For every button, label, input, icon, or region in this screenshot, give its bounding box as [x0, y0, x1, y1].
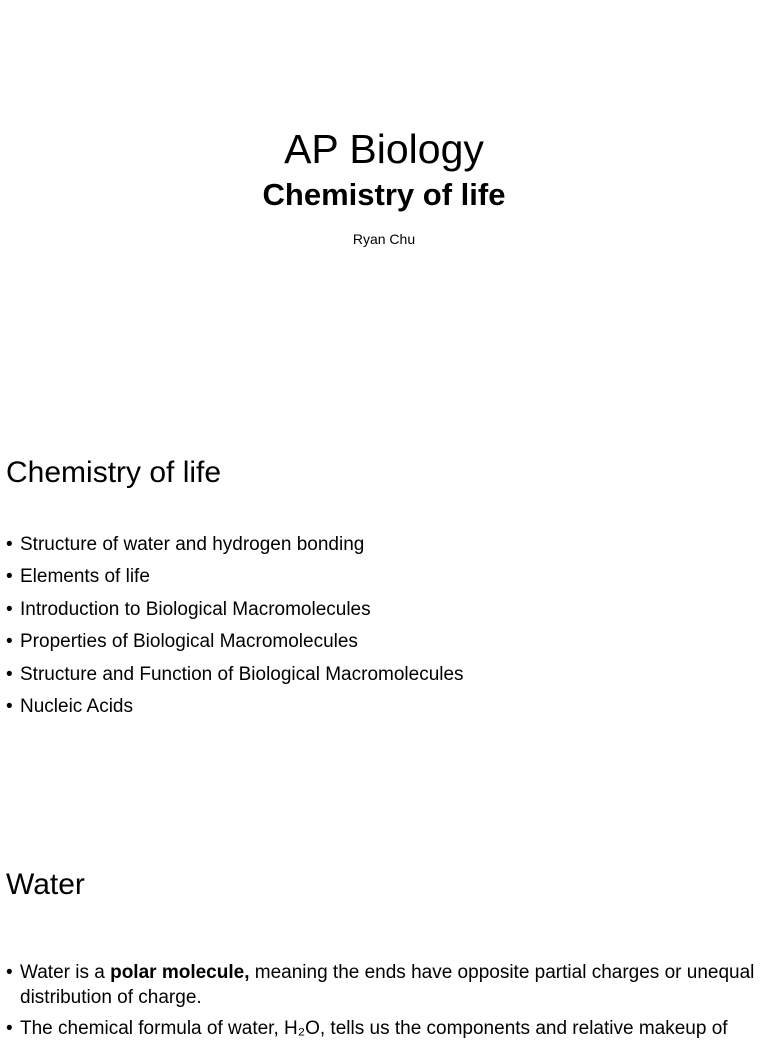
page-title: AP Biology [284, 126, 484, 172]
list-item: • The chemical formula of water, H₂O, tells us the components and relative makeup of [6, 1016, 758, 1041]
list-item: • Introduction to Biological Macromolecules [6, 594, 758, 626]
outline-slide [0, 420, 768, 840]
water-heading: Water [6, 868, 85, 901]
title-slide [0, 0, 768, 420]
page-subtitle: Chemistry of life [262, 177, 506, 212]
water-slide [0, 840, 768, 1039]
water-list [6, 960, 758, 1047]
list-item: • Elements of life [6, 561, 758, 593]
author-name: Ryan Chu [352, 231, 416, 247]
outline-heading: Chemistry of life [6, 456, 222, 489]
list-item [6, 960, 758, 1010]
bullet-text: meaning the ends have opposite partial charges or unequal distribution of charge. [20, 962, 755, 1008]
list-item: • Structure and Function of Biological Macromolecules [6, 659, 758, 691]
outline-list [6, 529, 758, 723]
list-item: • Properties of Biological Macromolecules [6, 626, 758, 658]
list-item: • Nucleic Acids [6, 691, 758, 723]
bullet-text: Water is a [20, 962, 111, 983]
list-item: • Structure of water and hydrogen bonding [6, 529, 758, 561]
bold-term: polar molecule, [110, 962, 250, 983]
